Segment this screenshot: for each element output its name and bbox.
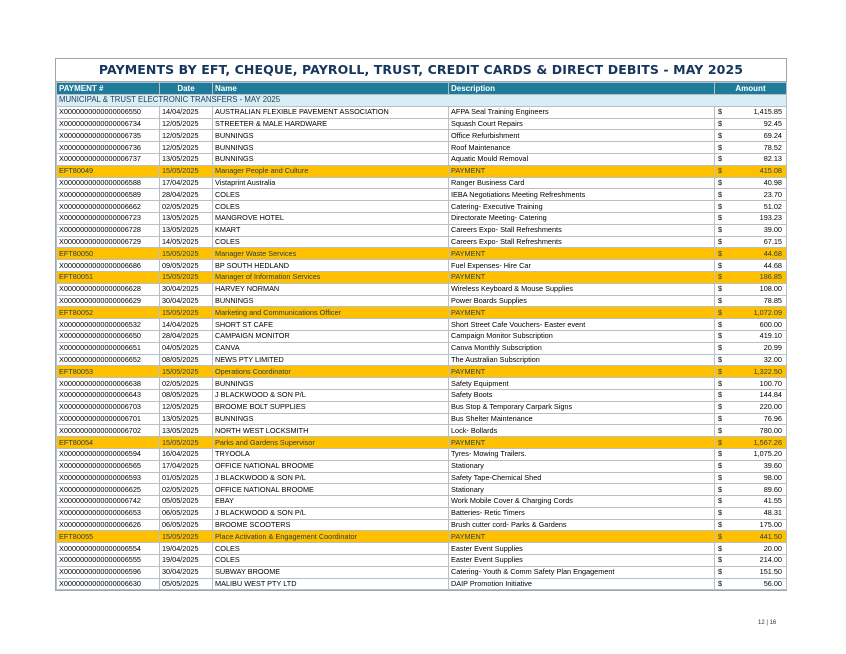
name-cell: BUNNINGS	[213, 295, 449, 307]
payment-cell: X0000000000000006596	[57, 566, 160, 578]
description-cell: DAIP Promotion Initiative	[449, 578, 715, 590]
amount-cell: 1,567.26	[727, 437, 787, 449]
table-row	[57, 543, 787, 555]
name-cell: Manager People and Culture	[213, 165, 449, 177]
amount-cell: 98.00	[727, 472, 787, 484]
amount-cell: 32.00	[727, 354, 787, 366]
currency-cell: $	[715, 330, 727, 342]
description-cell: Campaign Monitor Subscription	[449, 330, 715, 342]
currency-cell: $	[715, 342, 727, 354]
currency-cell: $	[715, 212, 727, 224]
payment-cell: EFT80050	[57, 248, 160, 260]
date-cell: 15/05/2025	[160, 271, 213, 283]
description-cell: Roof Maintenance	[449, 142, 715, 154]
amount-cell: 78.85	[727, 295, 787, 307]
date-cell: 13/05/2025	[160, 224, 213, 236]
name-cell: BUNNINGS	[213, 378, 449, 390]
column-header-amount: Amount	[715, 83, 787, 95]
amount-cell: 441.50	[727, 531, 787, 543]
date-cell: 14/04/2025	[160, 106, 213, 118]
description-cell: Office Refurbishment	[449, 130, 715, 142]
amount-cell: 69.24	[727, 130, 787, 142]
table-row	[57, 496, 787, 508]
name-cell: COLES	[213, 189, 449, 201]
amount-cell: 193.23	[727, 212, 787, 224]
amount-cell: 44.68	[727, 260, 787, 272]
section-title: MUNICIPAL & TRUST ELECTRONIC TRANSFERS - MAY 2025	[57, 95, 787, 107]
amount-cell: 415.08	[727, 165, 787, 177]
currency-cell: $	[715, 425, 727, 437]
amount-cell: 220.00	[727, 401, 787, 413]
name-cell: SUBWAY BROOME	[213, 566, 449, 578]
description-cell: Ranger Business Card	[449, 177, 715, 189]
name-cell: COLES	[213, 236, 449, 248]
table-row	[57, 389, 787, 401]
date-cell: 04/05/2025	[160, 342, 213, 354]
date-cell: 15/05/2025	[160, 531, 213, 543]
payment-cell: X0000000000000006593	[57, 472, 160, 484]
payment-summary-row	[57, 271, 787, 283]
payment-cell: EFT80051	[57, 271, 160, 283]
amount-cell: 151.50	[727, 566, 787, 578]
description-cell: Canva Monthly Subscription	[449, 342, 715, 354]
currency-cell: $	[715, 366, 727, 378]
date-cell: 19/04/2025	[160, 555, 213, 567]
table-row	[57, 425, 787, 437]
table-row	[57, 342, 787, 354]
amount-cell: 92.45	[727, 118, 787, 130]
amount-cell: 76.96	[727, 413, 787, 425]
description-cell: Easter Event Supplies	[449, 555, 715, 567]
currency-cell: $	[715, 401, 727, 413]
name-cell: SHORT ST CAFE	[213, 319, 449, 331]
name-cell: J BLACKWOOD & SON P/L	[213, 389, 449, 401]
date-cell: 28/04/2025	[160, 189, 213, 201]
amount-cell: 419.10	[727, 330, 787, 342]
payment-cell: X0000000000000006643	[57, 389, 160, 401]
description-cell: Wireless Keyboard & Mouse Supplies	[449, 283, 715, 295]
payment-cell: X0000000000000006625	[57, 484, 160, 496]
table-row	[57, 224, 787, 236]
table-row	[57, 177, 787, 189]
table-row	[57, 578, 787, 590]
column-header-payment: PAYMENT #	[57, 83, 160, 95]
table-row	[57, 189, 787, 201]
table-row	[57, 484, 787, 496]
currency-cell: $	[715, 248, 727, 260]
amount-cell: 51.02	[727, 201, 787, 213]
description-cell: Safety Tape-Chemical Shed	[449, 472, 715, 484]
amount-cell: 600.00	[727, 319, 787, 331]
name-cell: BP SOUTH HEDLAND	[213, 260, 449, 272]
description-cell: Lock- Bollards	[449, 425, 715, 437]
date-cell: 06/05/2025	[160, 507, 213, 519]
amount-cell: 48.31	[727, 507, 787, 519]
currency-cell: $	[715, 555, 727, 567]
name-cell: J BLACKWOOD & SON P/L	[213, 507, 449, 519]
name-cell: BUNNINGS	[213, 153, 449, 165]
description-cell: Short Street Cafe Vouchers- Easter event	[449, 319, 715, 331]
currency-cell: $	[715, 260, 727, 272]
name-cell: CAMPAIGN MONITOR	[213, 330, 449, 342]
payments-table	[56, 82, 787, 590]
payment-cell: X0000000000000006638	[57, 378, 160, 390]
name-cell: OFFICE NATIONAL BROOME	[213, 460, 449, 472]
name-cell: CANVA	[213, 342, 449, 354]
amount-cell: 214.00	[727, 555, 787, 567]
description-cell: Batteries- Retic Timers	[449, 507, 715, 519]
date-cell: 15/05/2025	[160, 437, 213, 449]
name-cell: NEWS PTY LIMITED	[213, 354, 449, 366]
amount-cell: 39.00	[727, 224, 787, 236]
amount-cell: 20.00	[727, 543, 787, 555]
description-cell: PAYMENT	[449, 307, 715, 319]
name-cell: Operations Coordinator	[213, 366, 449, 378]
name-cell: TRYOOLA	[213, 448, 449, 460]
table-row	[57, 319, 787, 331]
date-cell: 30/04/2025	[160, 283, 213, 295]
amount-cell: 175.00	[727, 519, 787, 531]
name-cell: KMART	[213, 224, 449, 236]
date-cell: 01/05/2025	[160, 472, 213, 484]
table-row	[57, 519, 787, 531]
payment-cell: X0000000000000006554	[57, 543, 160, 555]
table-row	[57, 130, 787, 142]
currency-cell: $	[715, 165, 727, 177]
description-cell: PAYMENT	[449, 437, 715, 449]
date-cell: 30/04/2025	[160, 566, 213, 578]
currency-cell: $	[715, 236, 727, 248]
name-cell: Manager Waste Services	[213, 248, 449, 260]
date-cell: 14/05/2025	[160, 236, 213, 248]
amount-cell: 1,075.20	[727, 448, 787, 460]
currency-cell: $	[715, 201, 727, 213]
amount-cell: 56.00	[727, 578, 787, 590]
date-cell: 05/05/2025	[160, 496, 213, 508]
amount-cell: 144.84	[727, 389, 787, 401]
amount-cell: 39.60	[727, 460, 787, 472]
payment-summary-row	[57, 366, 787, 378]
description-cell: Safety Boots	[449, 389, 715, 401]
table-row	[57, 260, 787, 272]
currency-cell: $	[715, 354, 727, 366]
name-cell: MANGROVE HOTEL	[213, 212, 449, 224]
payment-summary-row	[57, 531, 787, 543]
date-cell: 17/04/2025	[160, 460, 213, 472]
currency-cell: $	[715, 118, 727, 130]
date-cell: 13/05/2025	[160, 413, 213, 425]
description-cell: Careers Expo- Stall Refreshments	[449, 236, 715, 248]
description-cell: Careers Expo- Stall Refreshments	[449, 224, 715, 236]
description-cell: Squash Court Repairs	[449, 118, 715, 130]
payment-cell: X0000000000000006651	[57, 342, 160, 354]
payment-summary-row	[57, 248, 787, 260]
table-row	[57, 378, 787, 390]
description-cell: PAYMENT	[449, 366, 715, 378]
date-cell: 16/04/2025	[160, 448, 213, 460]
amount-cell: 108.00	[727, 283, 787, 295]
report-title: PAYMENTS BY EFT, CHEQUE, PAYROLL, TRUST, CREDIT CARDS & DIRECT DEBITS - MAY 2025	[56, 59, 786, 82]
payment-cell: X0000000000000006589	[57, 189, 160, 201]
name-cell: AUSTRALIAN FLEXIBLE PAVEMENT ASSOCIATION	[213, 106, 449, 118]
date-cell: 12/05/2025	[160, 130, 213, 142]
table-row	[57, 401, 787, 413]
table-row	[57, 201, 787, 213]
table-row	[57, 413, 787, 425]
column-header-description: Description	[449, 83, 715, 95]
currency-cell: $	[715, 531, 727, 543]
date-cell: 30/04/2025	[160, 295, 213, 307]
amount-cell: 67.15	[727, 236, 787, 248]
payment-cell: X0000000000000006701	[57, 413, 160, 425]
description-cell: Directorate Meeting- Catering	[449, 212, 715, 224]
column-header-name: Name	[213, 83, 449, 95]
amount-cell: 40.98	[727, 177, 787, 189]
description-cell: Catering- Executive Training	[449, 201, 715, 213]
table-row	[57, 153, 787, 165]
currency-cell: $	[715, 460, 727, 472]
date-cell: 13/05/2025	[160, 212, 213, 224]
table-row	[57, 142, 787, 154]
amount-cell: 82.13	[727, 153, 787, 165]
payment-cell: X0000000000000006662	[57, 201, 160, 213]
amount-cell: 1,322.50	[727, 366, 787, 378]
date-cell: 12/05/2025	[160, 401, 213, 413]
date-cell: 15/05/2025	[160, 307, 213, 319]
currency-cell: $	[715, 496, 727, 508]
payment-cell: X0000000000000006626	[57, 519, 160, 531]
description-cell: Brush cutter cord- Parks & Gardens	[449, 519, 715, 531]
currency-cell: $	[715, 448, 727, 460]
currency-cell: $	[715, 130, 727, 142]
date-cell: 02/05/2025	[160, 484, 213, 496]
currency-cell: $	[715, 543, 727, 555]
payment-cell: X0000000000000006734	[57, 118, 160, 130]
currency-cell: $	[715, 271, 727, 283]
payment-cell: X0000000000000006703	[57, 401, 160, 413]
name-cell: Parks and Gardens Supervisor	[213, 437, 449, 449]
currency-cell: $	[715, 106, 727, 118]
currency-cell: $	[715, 307, 727, 319]
description-cell: Fuel Expenses- Hire Car	[449, 260, 715, 272]
table-row	[57, 283, 787, 295]
currency-cell: $	[715, 484, 727, 496]
name-cell: COLES	[213, 543, 449, 555]
description-cell: Stationary	[449, 460, 715, 472]
payment-summary-row	[57, 165, 787, 177]
date-cell: 09/05/2025	[160, 260, 213, 272]
amount-cell: 20.99	[727, 342, 787, 354]
currency-cell: $	[715, 389, 727, 401]
table-row	[57, 555, 787, 567]
description-cell: IEBA Negotiations Meeting Refreshments	[449, 189, 715, 201]
currency-cell: $	[715, 177, 727, 189]
payment-cell: X0000000000000006565	[57, 460, 160, 472]
date-cell: 17/04/2025	[160, 177, 213, 189]
description-cell: Catering- Youth & Comm Safety Plan Engagement	[449, 566, 715, 578]
payment-cell: X0000000000000006729	[57, 236, 160, 248]
name-cell: BROOME SCOOTERS	[213, 519, 449, 531]
name-cell: EBAY	[213, 496, 449, 508]
date-cell: 19/04/2025	[160, 543, 213, 555]
currency-cell: $	[715, 224, 727, 236]
payment-cell: X0000000000000006652	[57, 354, 160, 366]
section-row	[57, 95, 787, 107]
payment-cell: X0000000000000006629	[57, 295, 160, 307]
description-cell: PAYMENT	[449, 271, 715, 283]
payment-cell: X0000000000000006550	[57, 106, 160, 118]
description-cell: Aquatic Mould Removal	[449, 153, 715, 165]
currency-cell: $	[715, 566, 727, 578]
payment-cell: X0000000000000006702	[57, 425, 160, 437]
amount-cell: 186.85	[727, 271, 787, 283]
table-row	[57, 236, 787, 248]
amount-cell: 41.55	[727, 496, 787, 508]
table-row	[57, 106, 787, 118]
amount-cell: 1,072.09	[727, 307, 787, 319]
name-cell: J BLACKWOOD & SON P/L	[213, 472, 449, 484]
currency-cell: $	[715, 378, 727, 390]
name-cell: Vistaprint Australia	[213, 177, 449, 189]
description-cell: Stationary	[449, 484, 715, 496]
payment-cell: X0000000000000006588	[57, 177, 160, 189]
amount-cell: 23.70	[727, 189, 787, 201]
payment-cell: X0000000000000006653	[57, 507, 160, 519]
payment-cell: X0000000000000006686	[57, 260, 160, 272]
table-row	[57, 472, 787, 484]
name-cell: BUNNINGS	[213, 413, 449, 425]
payment-cell: EFT80055	[57, 531, 160, 543]
payment-cell: X0000000000000006594	[57, 448, 160, 460]
description-cell: Tyres- Mowing Trailers.	[449, 448, 715, 460]
currency-cell: $	[715, 472, 727, 484]
amount-cell: 1,415.85	[727, 106, 787, 118]
payment-cell: EFT80053	[57, 366, 160, 378]
payment-cell: EFT80052	[57, 307, 160, 319]
name-cell: BUNNINGS	[213, 130, 449, 142]
description-cell: PAYMENT	[449, 248, 715, 260]
name-cell: Place Activation & Engagement Coordinator	[213, 531, 449, 543]
date-cell: 12/05/2025	[160, 118, 213, 130]
payment-cell: EFT80049	[57, 165, 160, 177]
currency-cell: $	[715, 283, 727, 295]
payment-cell: X0000000000000006555	[57, 555, 160, 567]
table-row	[57, 118, 787, 130]
payment-cell: X0000000000000006735	[57, 130, 160, 142]
date-cell: 06/05/2025	[160, 519, 213, 531]
currency-cell: $	[715, 519, 727, 531]
payment-summary-row	[57, 307, 787, 319]
description-cell: Work Mobile Cover & Charging Cords	[449, 496, 715, 508]
amount-cell: 89.60	[727, 484, 787, 496]
currency-cell: $	[715, 295, 727, 307]
name-cell: Marketing and Communications Officer	[213, 307, 449, 319]
description-cell: Safety Equipment	[449, 378, 715, 390]
payment-cell: X0000000000000006628	[57, 283, 160, 295]
table-row	[57, 212, 787, 224]
payment-cell: X0000000000000006532	[57, 319, 160, 331]
name-cell: OFFICE NATIONAL BROOME	[213, 484, 449, 496]
description-cell: Bus Stop & Temporary Carpark Signs	[449, 401, 715, 413]
date-cell: 14/04/2025	[160, 319, 213, 331]
currency-cell: $	[715, 507, 727, 519]
currency-cell: $	[715, 413, 727, 425]
currency-cell: $	[715, 189, 727, 201]
name-cell: BROOME BOLT SUPPLIES	[213, 401, 449, 413]
currency-cell: $	[715, 142, 727, 154]
date-cell: 02/05/2025	[160, 378, 213, 390]
table-row	[57, 354, 787, 366]
table-row	[57, 460, 787, 472]
currency-cell: $	[715, 578, 727, 590]
description-cell: AFPA Seal Training Engineers	[449, 106, 715, 118]
name-cell: HARVEY NORMAN	[213, 283, 449, 295]
name-cell: NORTH WEST LOCKSMITH	[213, 425, 449, 437]
table-row	[57, 295, 787, 307]
page-number: 12 | 16	[758, 620, 777, 626]
description-cell: Easter Event Supplies	[449, 543, 715, 555]
amount-cell: 78.52	[727, 142, 787, 154]
description-cell: PAYMENT	[449, 165, 715, 177]
table-header-row	[57, 83, 787, 95]
payment-cell: X0000000000000006650	[57, 330, 160, 342]
name-cell: STREETER & MALE HARDWARE	[213, 118, 449, 130]
amount-cell: 44.68	[727, 248, 787, 260]
column-header-date: Date	[160, 83, 213, 95]
payment-cell: X0000000000000006736	[57, 142, 160, 154]
payment-cell: X0000000000000006728	[57, 224, 160, 236]
description-cell: Power Boards Supplies	[449, 295, 715, 307]
name-cell: COLES	[213, 201, 449, 213]
date-cell: 15/05/2025	[160, 366, 213, 378]
description-cell: The Australian Subscription	[449, 354, 715, 366]
date-cell: 05/05/2025	[160, 578, 213, 590]
currency-cell: $	[715, 153, 727, 165]
payment-cell: X0000000000000006737	[57, 153, 160, 165]
payments-sheet	[55, 58, 787, 591]
name-cell: Manager of Information Services	[213, 271, 449, 283]
table-row	[57, 448, 787, 460]
name-cell: COLES	[213, 555, 449, 567]
date-cell: 13/05/2025	[160, 425, 213, 437]
payment-cell: X0000000000000006630	[57, 578, 160, 590]
payment-cell: EFT80054	[57, 437, 160, 449]
date-cell: 08/05/2025	[160, 354, 213, 366]
date-cell: 02/05/2025	[160, 201, 213, 213]
date-cell: 12/05/2025	[160, 142, 213, 154]
table-row	[57, 330, 787, 342]
amount-cell: 100.70	[727, 378, 787, 390]
date-cell: 08/05/2025	[160, 389, 213, 401]
payment-cell: X0000000000000006723	[57, 212, 160, 224]
description-cell: Bus Shelter Maintenance	[449, 413, 715, 425]
amount-cell: 780.00	[727, 425, 787, 437]
date-cell: 15/05/2025	[160, 248, 213, 260]
date-cell: 28/04/2025	[160, 330, 213, 342]
date-cell: 13/05/2025	[160, 153, 213, 165]
table-row	[57, 566, 787, 578]
currency-cell: $	[715, 319, 727, 331]
currency-cell: $	[715, 437, 727, 449]
table-row	[57, 507, 787, 519]
payment-cell: X0000000000000006742	[57, 496, 160, 508]
date-cell: 15/05/2025	[160, 165, 213, 177]
payment-summary-row	[57, 437, 787, 449]
name-cell: BUNNINGS	[213, 142, 449, 154]
description-cell: PAYMENT	[449, 531, 715, 543]
name-cell: MALIBU WEST PTY LTD	[213, 578, 449, 590]
